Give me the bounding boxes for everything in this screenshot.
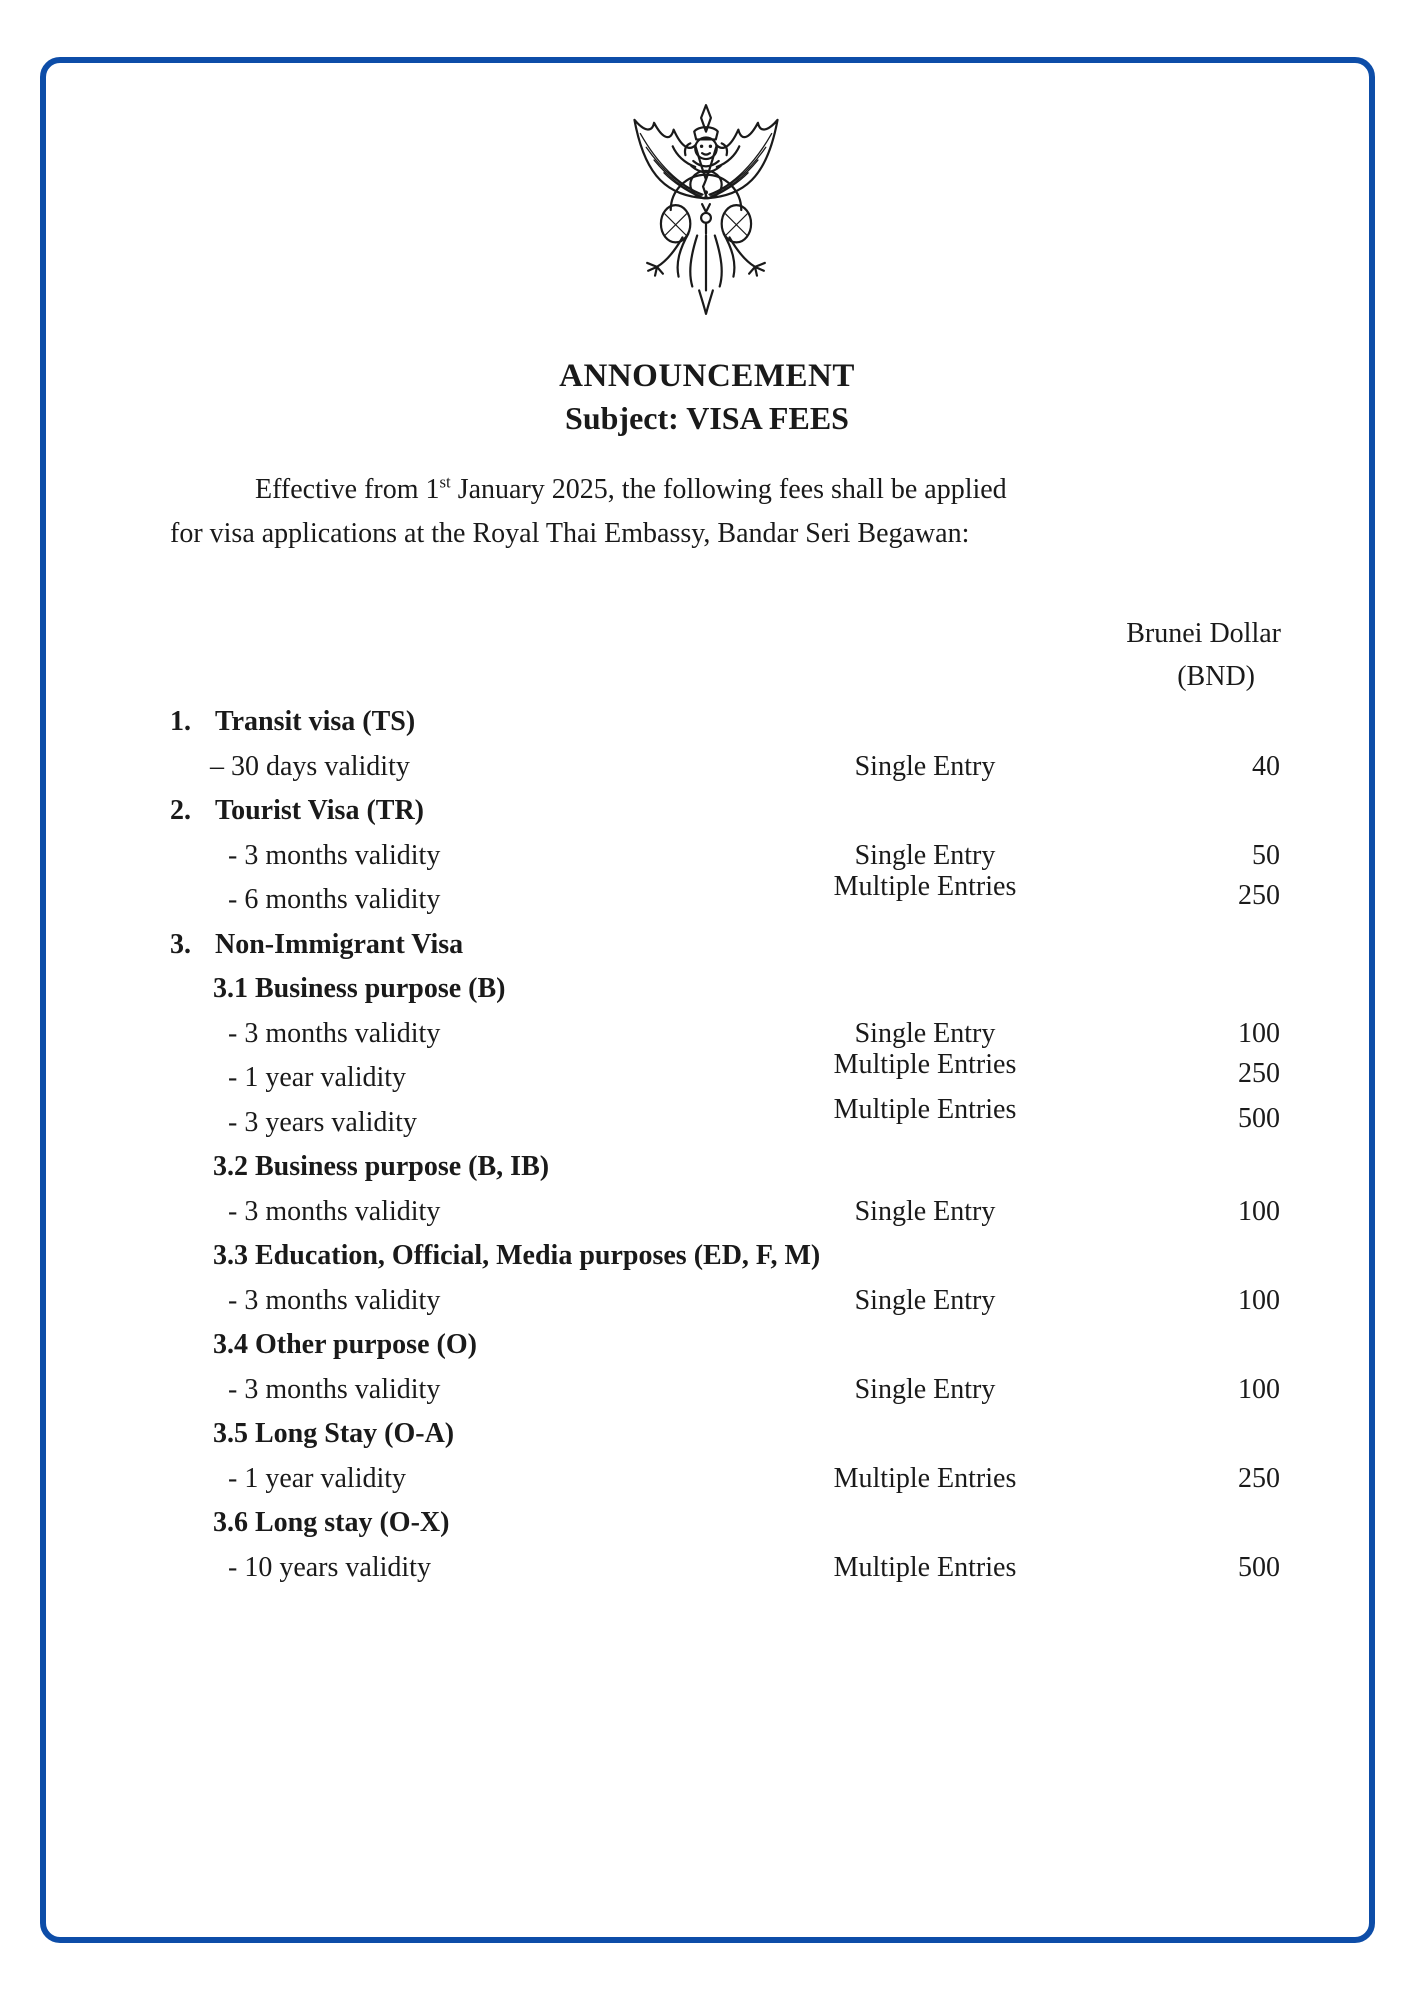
section-heading (170, 789, 710, 834)
section-heading-row (170, 700, 1280, 745)
validity-label: - 6 months validity (228, 884, 441, 915)
entry-type-label: Single Entry (854, 1195, 996, 1227)
subsection-heading-row (170, 967, 1280, 1012)
fee-amount: 40 (1252, 750, 1280, 782)
fee-amount: 500 (1238, 1102, 1280, 1134)
document-title: ANNOUNCEMENT (559, 358, 855, 394)
validity-label: - 3 months validity (228, 1017, 441, 1049)
subsection-title: 3.4 Other purpose (O) (213, 1329, 477, 1360)
subsection-title: 3.2 Business purpose (B, IB) (213, 1151, 550, 1182)
entry-type-label: Multiple Entries (833, 1093, 1017, 1125)
entry-type-label: Single Entry (854, 1284, 996, 1316)
fee-amount: 100 (1238, 1195, 1280, 1227)
subsection-title: 3.5 Long Stay (O-A) (213, 1418, 455, 1449)
entry-type-label: Multiple Entries (833, 871, 1017, 902)
fee-amount: 250 (1238, 880, 1280, 911)
subsection-title: 3.6 Long stay (O-X) (213, 1507, 450, 1538)
subsection-title: 3.3 Education, Official, Media purposes (ED, F, M) (213, 1240, 821, 1271)
subsection-heading-row (170, 1501, 1280, 1546)
document-subject: Subject: VISA FEES (565, 400, 849, 436)
fee-amount: 250 (1238, 1462, 1280, 1494)
fee-table (170, 700, 1280, 1590)
fee-row (170, 1546, 1280, 1591)
intro-line-2: for visa applications at the Royal Thai Embassy, Bandar Seri Begawan: (170, 518, 970, 549)
validity-label: - 3 years validity (228, 1106, 417, 1138)
intro-line-1 (170, 468, 1180, 512)
section-number: 3. (170, 928, 191, 960)
currency-code: (BND) (1177, 661, 1255, 692)
entry-type-label: Single Entry (854, 1373, 996, 1405)
validity-label: - 3 months validity (228, 1373, 441, 1405)
section-heading (170, 700, 710, 745)
fee-amount: 100 (1238, 1373, 1280, 1405)
subsection-heading-row (170, 1145, 1280, 1190)
section-number: 1. (170, 706, 191, 737)
fee-amount: 100 (1238, 1017, 1280, 1049)
section-number: 2. (170, 795, 191, 826)
fee-amount: 100 (1238, 1284, 1280, 1316)
garuda-emblem-icon (608, 102, 804, 320)
validity-label: - 1 year validity (228, 1462, 407, 1494)
validity-label: - 3 months validity (228, 1195, 441, 1227)
fee-amount: 250 (1238, 1058, 1280, 1089)
subsection-heading-row (170, 1323, 1280, 1368)
entry-type-label: Single Entry (854, 750, 996, 782)
fee-row (170, 1279, 1280, 1324)
subsection-heading-row (170, 1234, 1280, 1279)
entry-type-label: Multiple Entries (833, 1551, 1017, 1583)
entry-type-label: Single Entry (854, 839, 996, 871)
validity-label: - 3 months validity (228, 1284, 441, 1316)
validity-label: - 10 years validity (228, 1551, 431, 1583)
section-heading-row (170, 789, 1280, 834)
fee-row (170, 871, 1280, 923)
currency-column-header (0, 612, 1281, 698)
fee-row (170, 1190, 1280, 1235)
validity-label: - 1 year validity (228, 1062, 407, 1093)
validity-label: - 3 months validity (228, 839, 441, 871)
subsection-title: 3.1 Business purpose (B) (213, 973, 506, 1004)
ordinal-superscript: st (439, 472, 451, 492)
fee-row (170, 1368, 1280, 1413)
currency-label: Brunei Dollar (1126, 618, 1281, 649)
fee-row (170, 1093, 1280, 1146)
section-title: Tourist Visa (TR) (215, 795, 425, 826)
entry-type-label: Single Entry (854, 1017, 996, 1049)
validity-label: – 30 days validity (210, 750, 410, 782)
section-title: Transit visa (TS) (215, 706, 416, 737)
fee-amount: 500 (1238, 1551, 1280, 1583)
intro-paragraph (170, 468, 1180, 556)
fee-row (170, 745, 1280, 790)
section-title: Non-Immigrant Visa (215, 928, 464, 960)
section-heading (170, 923, 710, 968)
entry-type-label: Multiple Entries (833, 1049, 1017, 1080)
entry-type-label: Multiple Entries (833, 1462, 1017, 1494)
fee-amount: 50 (1252, 839, 1280, 871)
subsection-heading-row (170, 1412, 1280, 1457)
intro-line1-rest: January 2025, the following fees shall be applied (450, 474, 1007, 505)
intro-line1-text: Effective from 1 (255, 474, 440, 505)
section-heading-row (170, 923, 1280, 968)
fee-row (170, 1457, 1280, 1502)
